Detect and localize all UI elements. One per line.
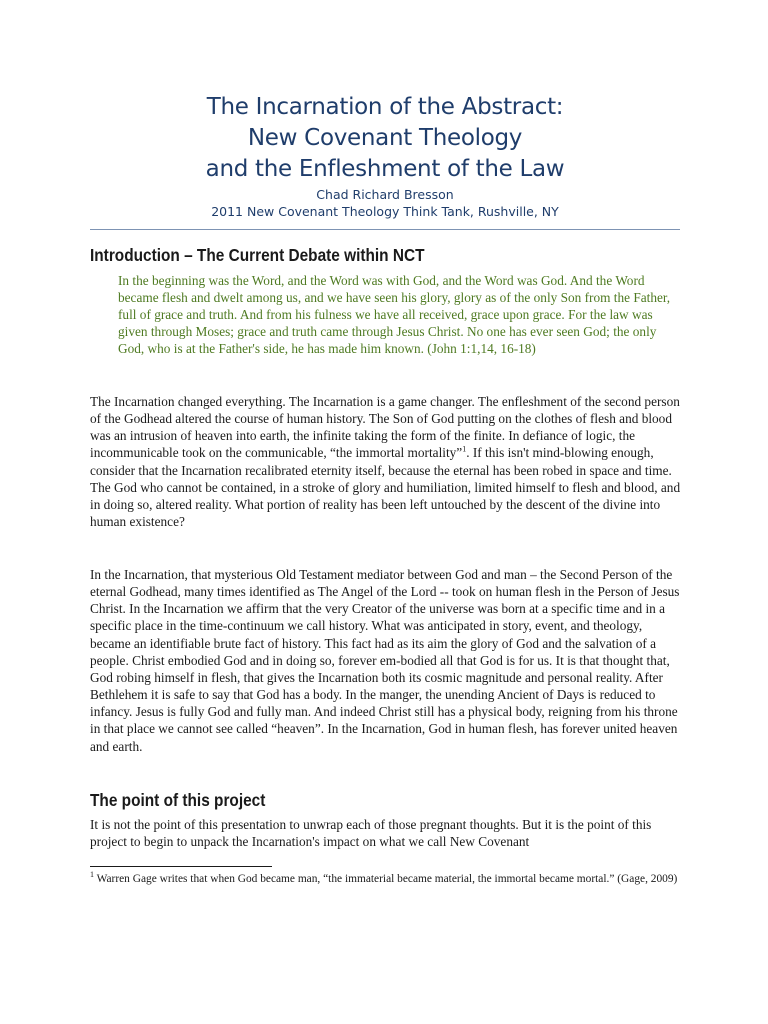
- author-name: Chad Richard Bresson: [316, 187, 454, 202]
- affiliation: 2011 New Covenant Theology Think Tank, Rushville, NY: [211, 204, 559, 219]
- scripture-quote: [118, 272, 684, 357]
- title-block: [90, 92, 680, 220]
- footnote-text: Warren Gage writes that when God became man, “the immaterial became material, the immortal became mortal.” (Gage, 2009): [94, 873, 678, 885]
- title-line-2: New Covenant Theology: [247, 125, 523, 151]
- paragraph-1-text-a: The Incarnation changed everything. The Incarnation is a game changer. The enfleshment of the second person of the Godhead altered the course of human history. The Son of God putting on the clothes of flesh and blood was an intrusion of heaven into earth, the infinite taking the form of the finite. In defiance of logic, the incommunicable took on the communicable, “the immortal mortality”: [90, 394, 680, 461]
- footnote-divider: [90, 866, 272, 867]
- paragraph-2: In the Incarnation, that mysterious Old Testament mediator between God and man – the Second Person of the eternal Godhead, many times identified as The Angel of the Lord -- took on human flesh in the Person of Jesus Christ. In the Incarnation we affirm that the very Creator of the universe was born at a specific time and in a specific place in the time-continuum we call history. What was anticipated in story, event, and theology, became an identifiable brute fact of history. This fact had as its aim the glory of God and the salvation of a people. Christ embodied God and in doing so, forever em-bodied all that God is for us. It is that thought that, God robing himself in flesh, that gives the Incarnation both its cosmic magnitude and personal reality. After Bethlehem it is safe to say that God has a body. In the manger, the unending Ancient of Days is reduced to infancy. Jesus is fully God and fully man. And indeed Christ still has a physical body, reigning from his throne in that place we cannot see called “heaven”. In the Incarnation, God in human flesh, has forever united heaven and earth.: [90, 567, 680, 754]
- title-divider: [90, 229, 680, 230]
- footnote-reference[interactable]: 1: [462, 445, 467, 455]
- paragraph-3: It is not the point of this presentation to unwrap each of those pregnant thoughts. But it is the point of this project to begin to unpack the Incarnation's impact on what we call New Covenant: [90, 817, 652, 850]
- footnote-marker: 1: [90, 870, 94, 880]
- footnote: [90, 872, 685, 887]
- title-line-1: The Incarnation of the Abstract:: [206, 94, 564, 120]
- scripture-quote-text: In the beginning was the Word, and the Word was with God, and the Word was God. And the Word became flesh and dwelt among us, and we have seen his glory, glory as of the only Son from the Father, full of grace and truth. And from his fulness we have all received, grace upon grace. For the law was given through Moses; grace and truth came through Jesus Christ. No one has ever seen God; the only God, who is at the Father's side, he has made him known. (John 1:1,14, 16-18): [118, 273, 671, 357]
- paragraph-1-text-b: . If this isn't mind-blowing enough, consider that the Incarnation recalibrated eternity itself, because the eternal has been robed in space and time. The God who cannot be contained, in a stroke of glory and humiliation, limited himself to flesh and blood, and in doing so, altered reality. What portion of reality has been left untouched by the descent of the divine into human existence?: [90, 445, 681, 530]
- paragraph-1: [90, 393, 685, 530]
- section-heading-point: The point of this project: [90, 790, 266, 810]
- section-heading-introduction: Introduction – The Current Debate within NCT: [90, 245, 425, 265]
- title-line-3: and the Enfleshment of the Law: [205, 156, 565, 182]
